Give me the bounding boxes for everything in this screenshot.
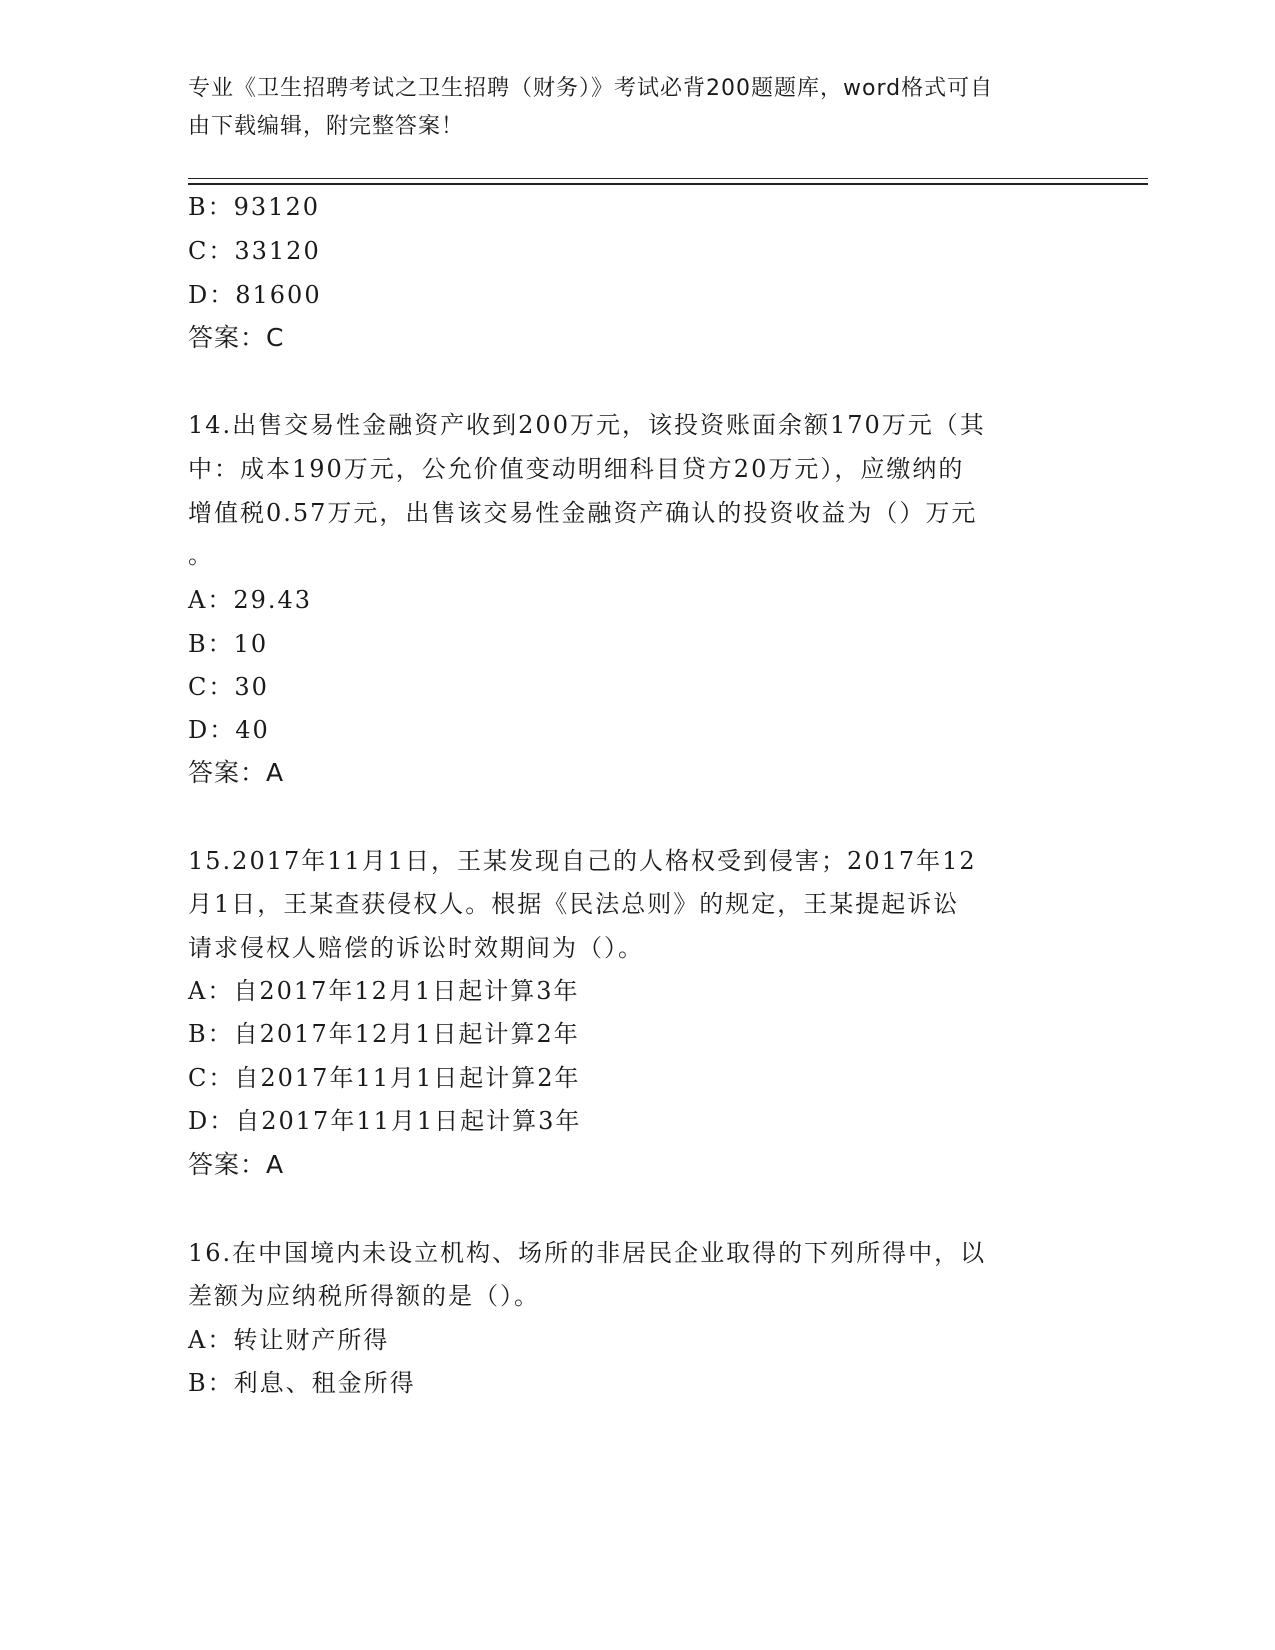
q16-stem-line-1: 16.在中国境内未设立机构、场所的非居民企业取得的下列所得中，以 <box>188 1239 987 1267</box>
q14-stem-line-2: 中：成本190万元，公允价值变动明细科目贷方20万元），应缴纳的 <box>188 455 965 483</box>
q14-stem-line-4: 。 <box>188 541 214 569</box>
q15-answer: 答案：A <box>188 1150 285 1179</box>
q15-stem-line-2: 月1日，王某查获侵权人。根据《民法总则》的规定，王某提起诉讼 <box>188 890 960 918</box>
q14-stem-line-3: 增值税0.57万元，出售该交易性金融资产确认的投资收益为（）万元 <box>188 499 978 527</box>
q14-stem-line-1: 14.出售交易性金融资产收到200万元，该投资账面余额170万元（其 <box>188 411 986 439</box>
q13-answer: 答案：C <box>188 323 285 352</box>
q13-option-b: B：93120 <box>188 193 320 221</box>
q15-stem-line-3: 请求侵权人赔偿的诉讼时效期间为（）。 <box>188 934 644 962</box>
q15-option-b: B：自2017年12月1日起计算2年 <box>188 1020 580 1048</box>
q14-answer: 答案：A <box>188 758 285 787</box>
q14-option-b: B：10 <box>188 630 269 658</box>
header-divider-thick <box>188 183 1148 185</box>
q15-stem-line-1: 15.2017年11月1日，王某发现自己的人格权受到侵害；2017年12 <box>188 847 977 875</box>
q16-stem-line-2: 差额为应纳税所得额的是（）。 <box>188 1282 540 1310</box>
q14-option-c: C：30 <box>188 673 269 701</box>
header-line-2: 由下载编辑，附完整答案！ <box>188 114 465 139</box>
document-header <box>188 70 1088 146</box>
q14-option-d: D：40 <box>188 716 270 744</box>
q13-option-c: C：33120 <box>188 237 321 265</box>
q13-option-d: D：81600 <box>188 281 322 309</box>
q16-option-a: A：转让财产所得 <box>188 1326 390 1354</box>
header-line-1: 专业《卫生招聘考试之卫生招聘（财务）》考试必背200题题库，word格式可自 <box>188 76 994 101</box>
q15-option-d: D：自2017年11月1日起计算3年 <box>188 1107 582 1135</box>
q14-option-a: A：29.43 <box>188 586 313 614</box>
header-divider-thin <box>188 178 1148 179</box>
q15-option-c: C：自2017年11月1日起计算2年 <box>188 1064 581 1092</box>
q15-option-a: A：自2017年12月1日起计算3年 <box>188 977 580 1005</box>
q16-option-b: B：利息、租金所得 <box>188 1369 416 1397</box>
